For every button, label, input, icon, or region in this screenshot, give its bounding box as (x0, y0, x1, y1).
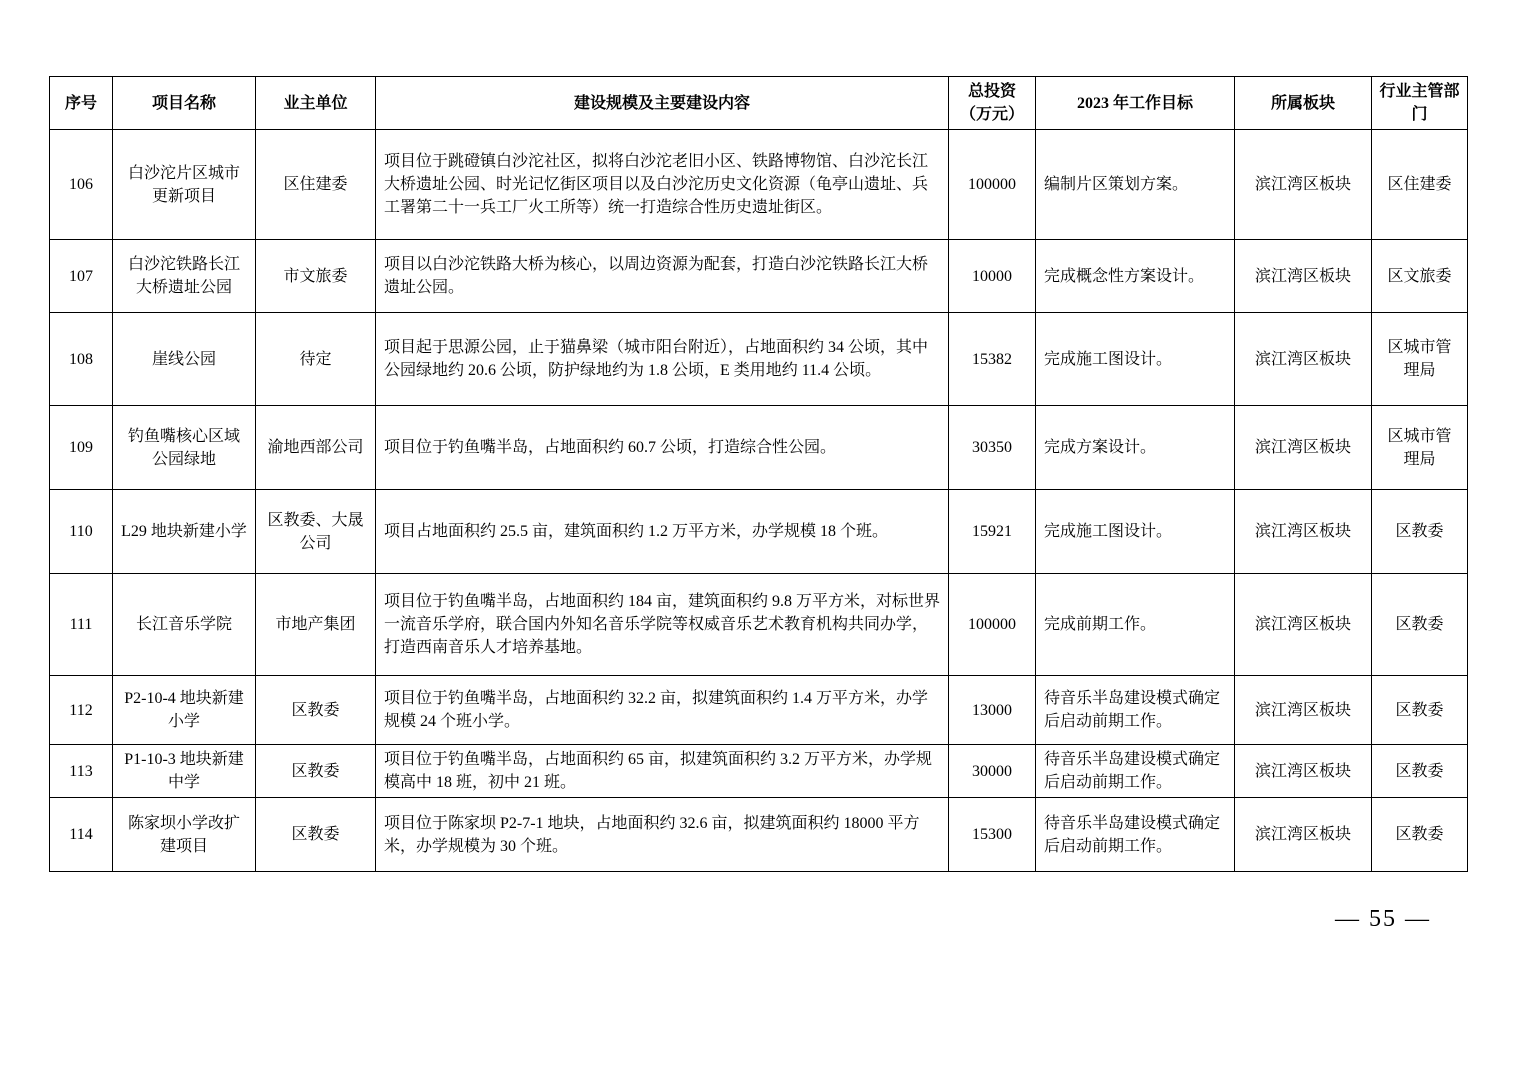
table-row (50, 240, 1468, 313)
cell-project-name: P1-10-3 地块新建中学 (113, 745, 256, 798)
cell-dept: 区城市管理局 (1372, 406, 1468, 490)
cell-dept: 区城市管理局 (1372, 313, 1468, 406)
project-table (49, 76, 1468, 872)
cell-investment: 100000 (949, 574, 1036, 676)
cell-owner: 渝地西部公司 (256, 406, 376, 490)
header-goal: 2023 年工作目标 (1036, 77, 1235, 130)
table-row (50, 490, 1468, 574)
cell-goal: 待音乐半岛建设模式确定后启动前期工作。 (1036, 676, 1235, 745)
cell-goal: 编制片区策划方案。 (1036, 130, 1235, 240)
table-row (50, 798, 1468, 872)
cell-content: 项目位于钓鱼嘴半岛，占地面积约 184 亩，建筑面积约 9.8 万平方米，对标世界一流音乐学府，联合国内外知名音乐学院等权威音乐艺术教育机构共同办学，打造西南音乐人才培养基地。 (376, 574, 949, 676)
cell-owner: 市文旅委 (256, 240, 376, 313)
cell-sector: 滨江湾区板块 (1235, 676, 1372, 745)
cell-content: 项目占地面积约 25.5 亩，建筑面积约 1.2 万平方米，办学规模 18 个班。 (376, 490, 949, 574)
cell-investment: 15382 (949, 313, 1036, 406)
cell-sector: 滨江湾区板块 (1235, 798, 1372, 872)
cell-goal: 完成概念性方案设计。 (1036, 240, 1235, 313)
cell-seq: 114 (50, 798, 113, 872)
cell-dept: 区教委 (1372, 745, 1468, 798)
page-number: — 55 — (1335, 906, 1431, 932)
cell-project-name: 白沙沱片区城市更新项目 (113, 130, 256, 240)
cell-owner: 区教委 (256, 745, 376, 798)
table-row (50, 406, 1468, 490)
cell-investment: 15921 (949, 490, 1036, 574)
cell-goal: 完成施工图设计。 (1036, 490, 1235, 574)
cell-investment: 13000 (949, 676, 1036, 745)
cell-dept: 区教委 (1372, 798, 1468, 872)
cell-content: 项目起于思源公园，止于猫鼻梁（城市阳台附近），占地面积约 34 公顷，其中公园绿地约 20.6 公顷，防护绿地约为 1.8 公顷，E 类用地约 11.4 公顷。 (376, 313, 949, 406)
cell-dept: 区教委 (1372, 490, 1468, 574)
cell-investment: 15300 (949, 798, 1036, 872)
cell-seq: 113 (50, 745, 113, 798)
table-row (50, 676, 1468, 745)
cell-investment: 100000 (949, 130, 1036, 240)
cell-sector: 滨江湾区板块 (1235, 490, 1372, 574)
cell-seq: 111 (50, 574, 113, 676)
cell-dept: 区教委 (1372, 676, 1468, 745)
cell-project-name: P2-10-4 地块新建小学 (113, 676, 256, 745)
header-dept: 行业主管部门 (1372, 77, 1468, 130)
table-row (50, 130, 1468, 240)
cell-content: 项目位于钓鱼嘴半岛，占地面积约 60.7 公顷，打造综合性公园。 (376, 406, 949, 490)
cell-seq: 106 (50, 130, 113, 240)
cell-seq: 110 (50, 490, 113, 574)
cell-owner: 待定 (256, 313, 376, 406)
header-project-name: 项目名称 (113, 77, 256, 130)
header-seq: 序号 (50, 77, 113, 130)
cell-project-name: 钓鱼嘴核心区域公园绿地 (113, 406, 256, 490)
cell-dept: 区住建委 (1372, 130, 1468, 240)
header-investment (949, 77, 1036, 130)
table-row (50, 745, 1468, 798)
table-row (50, 574, 1468, 676)
cell-investment: 30350 (949, 406, 1036, 490)
cell-goal: 完成施工图设计。 (1036, 313, 1235, 406)
cell-project-name: 崖线公园 (113, 313, 256, 406)
header-investment-line2: （万元） (959, 106, 1024, 123)
cell-goal: 待音乐半岛建设模式确定后启动前期工作。 (1036, 798, 1235, 872)
cell-project-name: 长江音乐学院 (113, 574, 256, 676)
cell-sector: 滨江湾区板块 (1235, 406, 1372, 490)
header-owner: 业主单位 (256, 77, 376, 130)
cell-sector: 滨江湾区板块 (1235, 240, 1372, 313)
cell-dept: 区教委 (1372, 574, 1468, 676)
header-sector: 所属板块 (1235, 77, 1372, 130)
cell-project-name: L29 地块新建小学 (113, 490, 256, 574)
cell-seq: 112 (50, 676, 113, 745)
header-content: 建设规模及主要建设内容 (376, 77, 949, 130)
cell-goal: 完成方案设计。 (1036, 406, 1235, 490)
cell-dept: 区文旅委 (1372, 240, 1468, 313)
cell-owner: 区教委 (256, 798, 376, 872)
cell-investment: 10000 (949, 240, 1036, 313)
header-row (50, 77, 1468, 130)
table-row (50, 313, 1468, 406)
cell-sector: 滨江湾区板块 (1235, 130, 1372, 240)
cell-owner: 区教委、大晟公司 (256, 490, 376, 574)
cell-project-name: 陈家坝小学改扩建项目 (113, 798, 256, 872)
cell-owner: 市地产集团 (256, 574, 376, 676)
header-investment-line1: 总投资 (967, 83, 1016, 100)
cell-sector: 滨江湾区板块 (1235, 574, 1372, 676)
cell-seq: 107 (50, 240, 113, 313)
cell-goal: 待音乐半岛建设模式确定后启动前期工作。 (1036, 745, 1235, 798)
cell-content: 项目位于陈家坝 P2-7-1 地块，占地面积约 32.6 亩，拟建筑面积约 18000 平方米，办学规模为 30 个班。 (376, 798, 949, 872)
cell-owner: 区住建委 (256, 130, 376, 240)
cell-content: 项目位于钓鱼嘴半岛，占地面积约 32.2 亩，拟建筑面积约 1.4 万平方米，办学规模 24 个班小学。 (376, 676, 949, 745)
cell-investment: 30000 (949, 745, 1036, 798)
cell-seq: 108 (50, 313, 113, 406)
cell-sector: 滨江湾区板块 (1235, 313, 1372, 406)
cell-goal: 完成前期工作。 (1036, 574, 1235, 676)
cell-content: 项目以白沙沱铁路大桥为核心，以周边资源为配套，打造白沙沱铁路长江大桥遗址公园。 (376, 240, 949, 313)
cell-project-name: 白沙沱铁路长江大桥遗址公园 (113, 240, 256, 313)
cell-content: 项目位于钓鱼嘴半岛，占地面积约 65 亩，拟建筑面积约 3.2 万平方米，办学规模高中 18 班，初中 21 班。 (376, 745, 949, 798)
cell-seq: 109 (50, 406, 113, 490)
cell-sector: 滨江湾区板块 (1235, 745, 1372, 798)
cell-content: 项目位于跳磴镇白沙沱社区，拟将白沙沱老旧小区、铁路博物馆、白沙沱长江大桥遗址公园、时光记忆街区项目以及白沙沱历史文化资源（龟亭山遗址、兵工署第二十一兵工厂火工所等）统一打造综合性历史遗址街区。 (376, 130, 949, 240)
cell-owner: 区教委 (256, 676, 376, 745)
